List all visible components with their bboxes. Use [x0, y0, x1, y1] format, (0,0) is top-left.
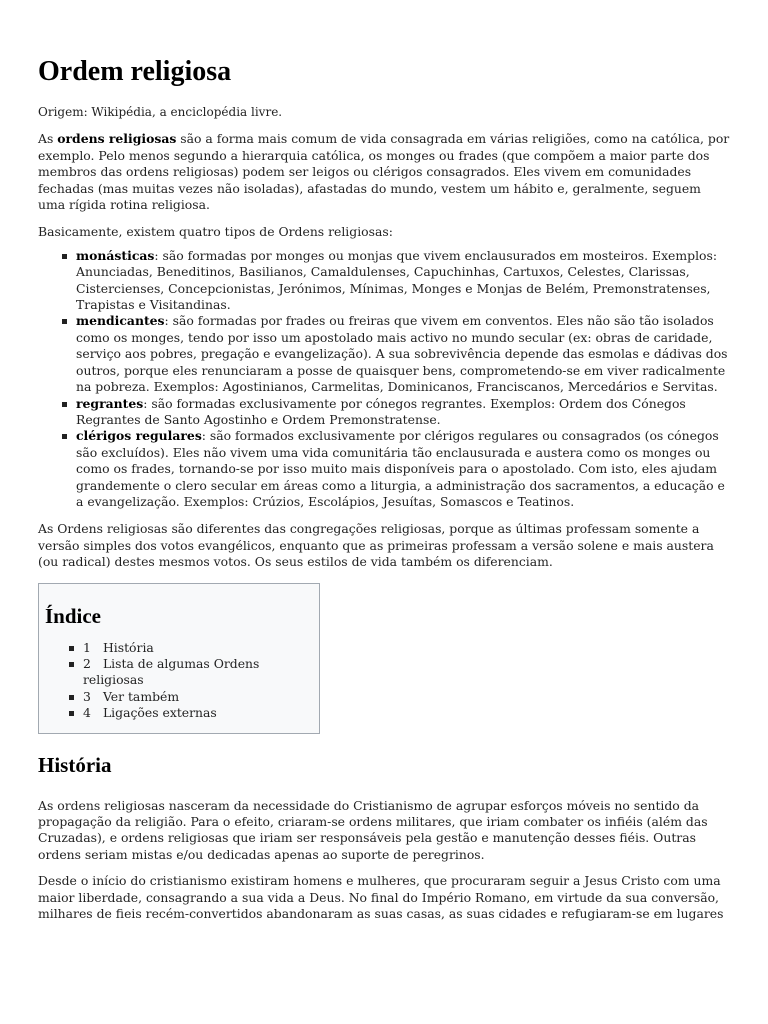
type-term: mendicantes: [76, 313, 165, 329]
type-description: : são formadas por frades ou freiras que vivem em conventos. Eles não são tão isolados como os monges, tendo por isso um apostolado mais activo no mundo secular (ex: obras de caridade, serviço aos pobres, pregação e evangelização). A sua sobrevivência depende das esmolas e dádivas dos outros, porque eles renunciaram a posse de quaisquer bens, comprometendo-se em viver radicalmente na pobreza. Exemplos: Agostinianos, Carmelitas, Dominicanos, Franciscanos, Mercedários e Servitas.: [76, 313, 728, 395]
table-of-contents: [38, 583, 320, 734]
type-term: clérigos regulares: [76, 428, 202, 444]
difference-paragraph: As Ordens religiosas são diferentes das congregações religiosas, porque as últimas professam somente a versão simples dos votos evangélicos, enquanto que as primeiras professam a versão solene e mais austera (ou radical) destes mesmos votos. Os seus estilos de vida também os diferenciam.: [38, 521, 714, 570]
toc-number: 2: [83, 655, 91, 671]
list-item: [76, 396, 730, 429]
toc-item-historia[interactable]: [83, 640, 319, 656]
toc-title: Índice: [45, 603, 102, 628]
list-item: [76, 248, 730, 314]
toc-number: 3: [83, 688, 91, 704]
toc-list: [45, 640, 319, 722]
intro-text-before: As: [38, 131, 58, 147]
list-item: [76, 313, 730, 395]
toc-number: 1: [83, 639, 91, 655]
type-term: regrantes: [76, 395, 144, 411]
toc-label[interactable]: Ligações externas: [102, 705, 217, 721]
toc-label[interactable]: Lista de algumas Ordens religiosas: [83, 655, 260, 688]
page-title: Ordem religiosa: [38, 56, 232, 87]
toc-number: 4: [83, 705, 91, 721]
intro-text-after: são a forma mais comum de vida consagrada em várias religiões, como na católica, por exemplo. Pelo menos segundo a hierarquia católica, os monges ou frades (que compõem a maior parte dos membros das ordens religiosas) podem ser leigos ou clérigos consagrados. Eles vivem em comunidades fechadas (mas muitas vezes não isoladas), afastadas do mundo, vestem um hábito e, geralmente, seguem uma rígida rotina religiosa.: [38, 131, 730, 213]
toc-label[interactable]: Ver também: [102, 688, 180, 704]
type-description: : são formadas por monges ou monjas que vivem enclausurados em mosteiros. Exemplos: Anunciadas, Beneditinos, Basilianos, Camaldulenses, Capuchinhas, Cartuxos, Celestes, Clarissas, Cistercienses, Concepcionistas, Jerónimos, Mínimas, Monges e Monjas de Belém, Premonstratenses, Trapistas e Visitandinas.: [76, 247, 718, 313]
intro-paragraph: [38, 131, 730, 213]
toc-item-ver-tambem[interactable]: [83, 689, 319, 705]
origin-note: Origem: Wikipédia, a enciclopédia livre.: [38, 105, 283, 119]
toc-label[interactable]: História: [102, 639, 154, 655]
type-description: : são formados exclusivamente por clérigos regulares ou consagrados (os cónegos são excluídos). Eles não vivem uma vida comunitária tão enclausurada e austera como os monges ou como os frades, tornando-se por isso muito mais disponíveis para o apostolado. Com isto, eles ajudam grandemente o clero secular em áreas como a liturgia, a administração dos sacramentos, a educação e a evangelização. Exemplos: Crúzios, Escolápios, Jesuítas, Somascos e Teatinos.: [76, 428, 725, 509]
history-paragraph-1: As ordens religiosas nasceram da necessidade do Cristianismo de agrupar esforços móveis no sentido da propagação da religião. Para o efeito, criaram-se ordens militares, que iriam combater os infiéis (além das Cruzadas), e ordens religiosas que iriam ser responsáveis pela gestão e manutenção desses fiéis. Outras ordens seriam mistas e/ou dedicadas apenas ao suporte de peregrinos.: [38, 797, 708, 862]
type-description: : são formadas exclusivamente por cónegos regrantes. Exemplos: Ordem dos Cónegos Regrantes de Santo Agostinho e Ordem Premonstratense.: [76, 395, 686, 427]
toc-item-ligacoes-externas[interactable]: [83, 705, 319, 721]
history-paragraph-2: Desde o início do cristianismo existiram homens e mulheres, que procuraram seguir a Jesus Cristo com uma maior liberdade, consagrando a sua vida a Deus. No final do Império Romano, em virtude da sua conversão, milhares de fieis recém-convertidos abandonaram as suas casas, as suas cidades e refugiaram-se em lugares: [38, 873, 724, 921]
list-item: [76, 428, 730, 510]
toc-item-lista[interactable]: [83, 656, 319, 689]
types-intro-paragraph: Basicamente, existem quatro tipos de Ordens religiosas:: [38, 224, 393, 240]
intro-bold-term: ordens religiosas: [57, 131, 177, 147]
order-types-list: [38, 248, 730, 511]
type-term: monásticas: [76, 247, 155, 263]
section-heading-historia: História: [38, 752, 112, 777]
